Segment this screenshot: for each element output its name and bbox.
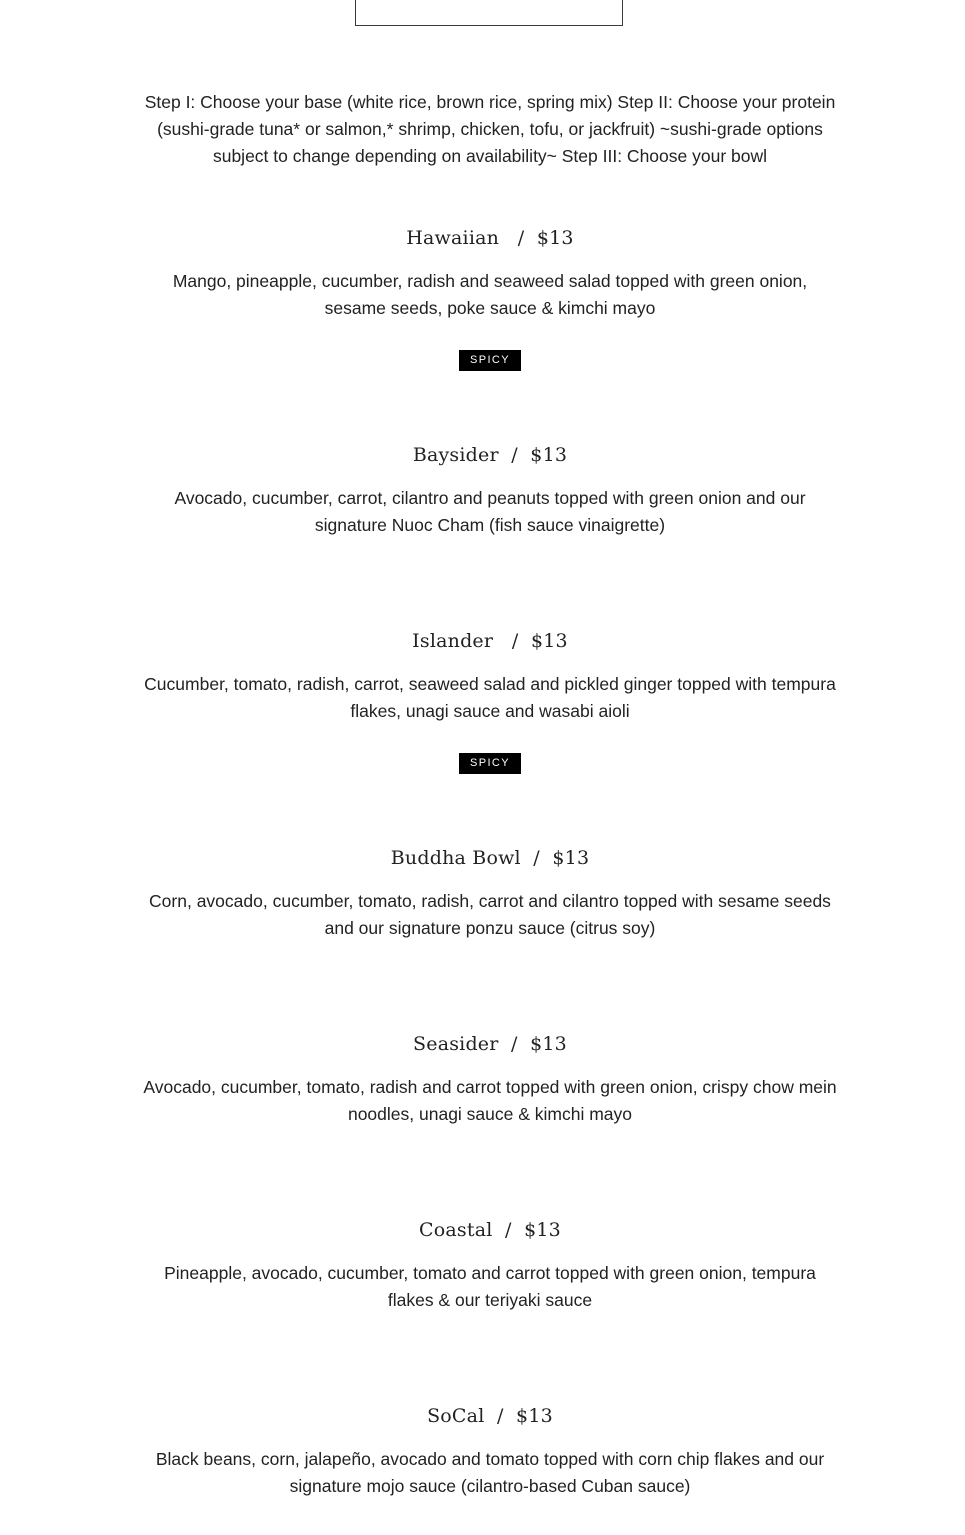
spicy-badge: SPICY [459,350,521,371]
menu-item-seasider [140,1031,840,1128]
menu-item-socal [140,1403,840,1500]
menu-item-baysider [140,442,840,539]
menu-item-title: Hawaiian / $13 [406,227,574,249]
menu-item-islander [140,628,840,774]
menu-item-description: Avocado, cucumber, tomato, radish and carrot topped with green onion, crispy chow mein noodles, unagi sauce & kimchi mayo [143,1077,837,1124]
section-title-box [355,0,623,26]
menu-item-description: Corn, avocado, cucumber, tomato, radish, carrot and cilantro topped with sesame seeds and our signature ponzu sauce (citrus soy) [149,891,831,938]
menu-item-title: Buddha Bowl / $13 [390,847,590,869]
menu-item-description: Avocado, cucumber, carrot, cilantro and peanuts topped with green onion and our signature Nuoc Cham (fish sauce vinaigrette) [174,488,806,535]
menu-item-title: Coastal / $13 [419,1219,561,1241]
menu-item-title: SoCal / $13 [427,1405,553,1427]
menu-item-hawaiian [140,225,840,371]
menu-item-description: Cucumber, tomato, radish, carrot, seaweed salad and pickled ginger topped with tempura flakes, unagi sauce and wasabi aioli [144,674,836,721]
menu-item-title: Baysider / $13 [412,444,568,466]
menu-item-description: Black beans, corn, jalapeño, avocado and tomato topped with corn chip flakes and our signature mojo sauce (cilantro-based Cuban sauce) [155,1449,825,1496]
menu-item-description: Mango, pineapple, cucumber, radish and seaweed salad topped with green onion, sesame seeds, poke sauce & kimchi mayo [172,271,808,318]
spicy-badge: SPICY [459,753,521,774]
menu-item-buddha-bowl [140,845,840,942]
intro-text: Step I: Choose your base (white rice, brown rice, spring mix) Step II: Choose your protein (sushi-grade tuna* or salmon,* shrimp, chicken, tofu, or jackfruit) ~sushi-grade options subject to change depending on availability~ Step III: Choose your bowl [144,92,836,166]
menu-item-title: Seasider / $13 [413,1033,567,1055]
menu-item-coastal [140,1217,840,1314]
menu-item-description: Pineapple, avocado, cucumber, tomato and carrot topped with green onion, tempura flakes & our teriyaki sauce [164,1263,816,1310]
menu-item-title: Islander / $13 [412,630,568,652]
